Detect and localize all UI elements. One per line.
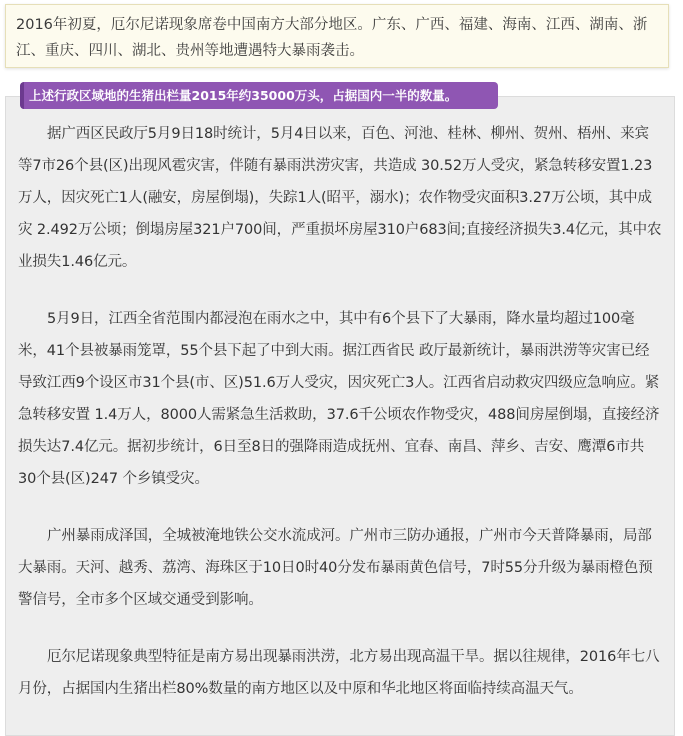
paragraph-jiangxi: 5月9日，江西全省范围内都浸泡在雨水之中，其中有6个县下了大暴雨，降水量均超过100毫米，41个县被暴雨笼罩，55个县下起了中到大雨。据江西省民 政厅最新统计，暴雨洪涝等灾害已经导致江西9个设区市31个县(市、区)51.6万人受灾，因灾死亡3人。江西省启动救灾四级应急响应。紧急转移安置 1.4万人，8000人需紧急生活救助，37.6千公顷农作物受灾，488间房屋倒塌，直接经济损失达7.4亿元。据初步统计，6日至8日的强降雨造成抚州、宜春、南昌、萍乡、吉安、鹰潭6市共30个县(区)247 个乡镇受灾。 — [18, 311, 660, 487]
intro-box — [5, 4, 669, 68]
paragraph-guangzhou: 广州暴雨成泽国，全城被淹地铁公交水流成河。广州市三防办通报，广州市今天普降暴雨，局部大暴雨。天河、越秀、荔湾、海珠区于10日0时40分发布暴雨黄色信号，7时55分升级为暴雨橙色预警信号，全市多个区域交通受到影响。 — [18, 528, 653, 608]
paragraph-el-nino: 厄尔尼诺现象典型特征是南方易出现暴雨洪涝，北方易出现高温干旱。据以往规律，2016年七八月份，占据国内生猪出栏80%数量的南方地区以及中原和华北地区将面临持续高温天气。 — [18, 649, 660, 697]
paragraph-guangxi: 据广西区民政厅5月9日18时统计，5月4日以来，百色、河池、桂林、柳州、贺州、梧州、来宾等7市26个县(区)出现风雹灾害，伴随有暴雨洪涝灾害，共造成 30.52万人受灾，紧急转移安置1.23万人，因灾死亡1人(融安，房屋倒塌)，失踪1人(昭平，溺水)；农作物受灾面积3.27万公顷，其中成灾 2.492万公顷；倒塌房屋321户700间，严重损坏房屋310户683间;直接经济损失3.4亿元，其中农业损失1.46亿元。 — [18, 126, 662, 270]
article-body — [5, 96, 675, 736]
highlight-tag: 上述行政区域地的生猪出栏量2015年约35000万头，占据国内一半的数量。 — [20, 82, 498, 109]
intro-text: 2016年初夏，厄尔尼诺现象席卷中国南方大部分地区。广东、广西、福建、海南、江西、湖南、浙江、重庆、四川、湖北、贵州等地遭遇特大暴雨袭击。 — [16, 17, 648, 59]
